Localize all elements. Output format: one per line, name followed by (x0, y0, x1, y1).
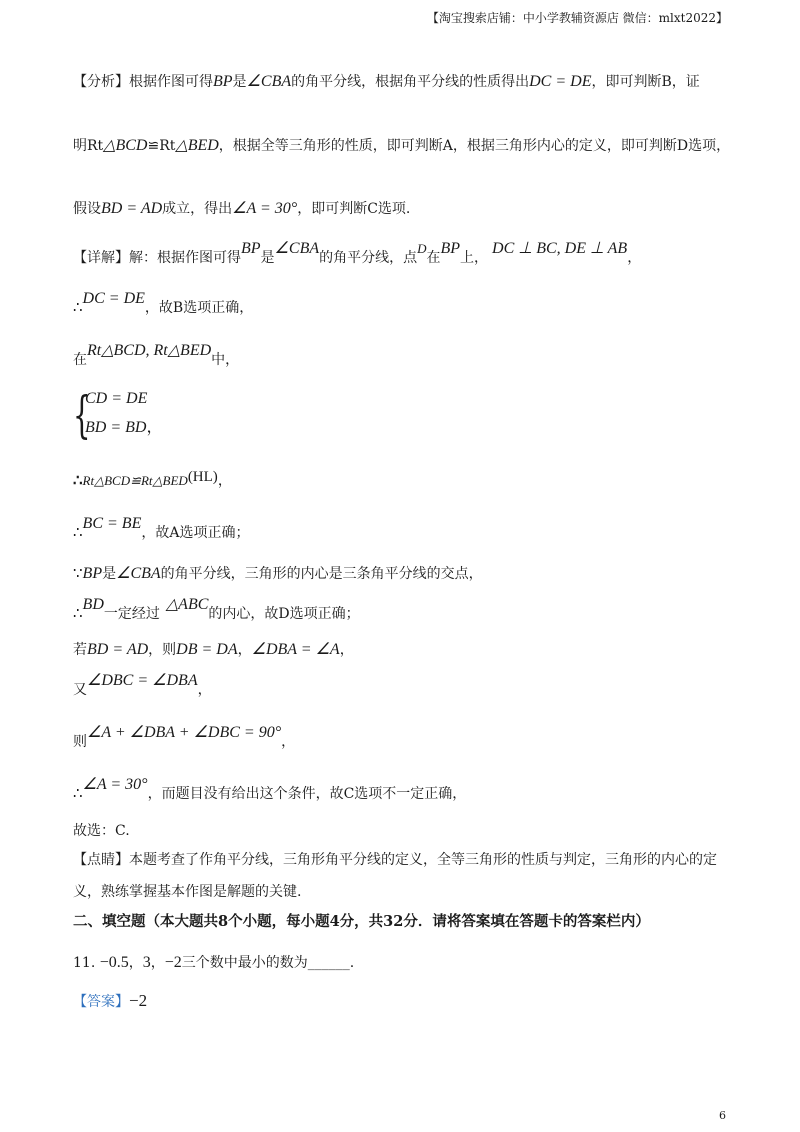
analysis-text: Rt (159, 138, 176, 154)
detail-line-6 (73, 515, 250, 543)
math-dc-de: DC = DE (82, 290, 145, 307)
detail-line-10 (73, 672, 212, 700)
analysis-text: 明Rt (73, 138, 104, 154)
value-c: −2 (164, 954, 182, 971)
math-angle-dba-a: ∠DBA = ∠A (251, 641, 340, 658)
detail-text: 在 (426, 250, 441, 266)
math-perpendiculars: DC ⊥ BC, DE ⊥ AB (492, 240, 628, 257)
detail-line-9 (73, 640, 354, 660)
detail-text: ， (627, 250, 642, 266)
detail-text: 则 (73, 734, 87, 750)
math-angle-a-30: ∠A = 30° (232, 200, 298, 217)
detail-text: ， (217, 473, 232, 489)
therefore-symbol: ∴ (73, 604, 83, 622)
question-11 (73, 953, 354, 973)
math-angle-a-30: ∠A = 30° (82, 776, 148, 793)
math-bd-ad: BD = AD (101, 200, 163, 217)
detail-text: 又 (73, 682, 87, 698)
detail-text: ，故B选项正确， (144, 300, 254, 316)
choice-line: 故选：C. (73, 823, 130, 839)
therefore-symbol: ∴ (73, 523, 83, 541)
therefore-symbol: ∴ (73, 784, 83, 802)
math-dc-de: DC = DE (529, 73, 592, 90)
value-a: −0.5 (99, 954, 129, 971)
brace: { (73, 386, 91, 444)
math-angle-cba: ∠CBA (274, 240, 320, 257)
detail-text: 【详解】解：根据作图可得 (73, 250, 241, 266)
math-angle-dbc-dba: ∠DBC = ∠DBA (87, 672, 198, 689)
system-comma: ， (146, 419, 163, 436)
analysis-text: 假设 (73, 201, 101, 217)
answer-tag: 【答案】 (73, 994, 129, 1010)
analysis-line-2 (73, 136, 730, 156)
math-hl: (HL) (187, 469, 218, 485)
math-angle-cba: ∠CBA (246, 73, 292, 90)
because-symbol: ∵ (73, 564, 83, 582)
therefore-symbol: ∴ (73, 471, 83, 489)
detail-line-12 (73, 776, 467, 804)
detail-text: 中， (211, 352, 240, 368)
analysis-text: 的角平分线，根据角平分线的性质得出 (291, 74, 530, 90)
congruent-symbol: ≌ (147, 138, 160, 154)
detail-text: 一定经过 (103, 606, 160, 622)
detail-text: ， (281, 734, 296, 750)
therefore-symbol: ∴ (73, 298, 83, 316)
separator: ， (128, 955, 143, 971)
math-bp: BP (82, 565, 103, 582)
comment-line-2: 义，熟练掌握基本作图是解题的关键. (73, 884, 302, 900)
detail-text: 的内心，故D选项正确； (208, 606, 360, 622)
detail-text: 是 (102, 566, 117, 582)
detail-text: 是 (260, 250, 275, 266)
detail-text: 的角平分线，点 (319, 250, 418, 266)
detail-line-11 (73, 724, 296, 752)
detail-text: ，而题目没有给出这个条件，故C选项不一定正确， (147, 786, 467, 802)
analysis-text: ，即可判断B，证 (591, 74, 700, 90)
detail-text: ， (339, 642, 354, 658)
detail-text: 在 (73, 352, 87, 368)
section-title: 二、填空题（本大题共8个小题，每小题4分，共32分．请将答案填在答题卡的答案栏内） (73, 913, 650, 930)
math-bp: BP (241, 240, 261, 257)
analysis-text: 是 (232, 74, 247, 90)
detail-text: ， (197, 682, 212, 698)
page-number: 6 (719, 1109, 726, 1122)
math-angle-sum: ∠A + ∠DBA + ∠DBC = 90° (87, 724, 282, 741)
detail-line-5 (73, 470, 232, 491)
analysis-text: 【分析】根据作图可得 (73, 74, 213, 90)
detail-line-7 (73, 563, 483, 584)
analysis-text: ，即可判断C选项. (297, 201, 411, 217)
detail-line-2 (73, 290, 254, 318)
detail-text: 上， (460, 250, 489, 266)
detail-text: 的角平分线，三角形的内心是三条角平分线的交点， (160, 566, 483, 582)
math-point-d: D (417, 241, 427, 256)
analysis-line-1 (73, 72, 700, 92)
math-triangle-bcd: △BCD (103, 137, 148, 154)
math-bc-be: BC = BE (82, 515, 142, 532)
math-bp: BP (440, 240, 461, 257)
detail-line-3 (73, 342, 240, 370)
math-bp: BP (213, 73, 233, 90)
detail-text: ，故A选项正确； (141, 525, 250, 541)
question-number: 11. (73, 955, 96, 971)
math-bd: BD (82, 596, 104, 613)
system-line-1: CD = DE (85, 390, 148, 407)
detail-line-8 (73, 596, 360, 624)
answer-line (73, 991, 147, 1012)
comment-line-1: 【点睛】本题考查了作角平分线，三角形角平分线的定义，全等三角形的性质与判定，三角形的内心的定 (73, 852, 717, 868)
math-db-da: DB = DA (176, 641, 238, 658)
separator: ， (150, 955, 165, 971)
analysis-line-3 (73, 199, 410, 219)
answer-value: −2 (129, 991, 148, 1010)
math-triangle-bed: △BED (175, 137, 219, 154)
math-right-triangles: Rt△BCD, Rt△BED (87, 342, 212, 359)
detail-line-1 (73, 240, 642, 268)
math-congruence: Rt△BCD≌Rt△BED (82, 473, 188, 488)
system-eq-2: BD = BD (85, 419, 147, 436)
detail-text: ， (237, 642, 252, 658)
value-b: 3 (142, 954, 151, 971)
detail-text: 若 (73, 642, 87, 658)
math-triangle-abc: △ABC (165, 596, 209, 613)
math-bd-ad: BD = AD (87, 641, 149, 658)
detail-text: ，则 (148, 642, 177, 658)
math-angle-cba: ∠CBA (116, 565, 161, 582)
page-header: 【淘宝搜索店铺：中小学教辅资源店 微信：mlxt2022】 (426, 11, 728, 25)
system-line-2 (85, 414, 162, 437)
analysis-text: ，根据全等三角形的性质，即可判断A，根据三角形内心的定义，即可判断D选项， (218, 138, 731, 154)
question-text: 三个数中最小的数为______. (181, 955, 355, 971)
analysis-text: 成立，得出 (162, 201, 233, 217)
